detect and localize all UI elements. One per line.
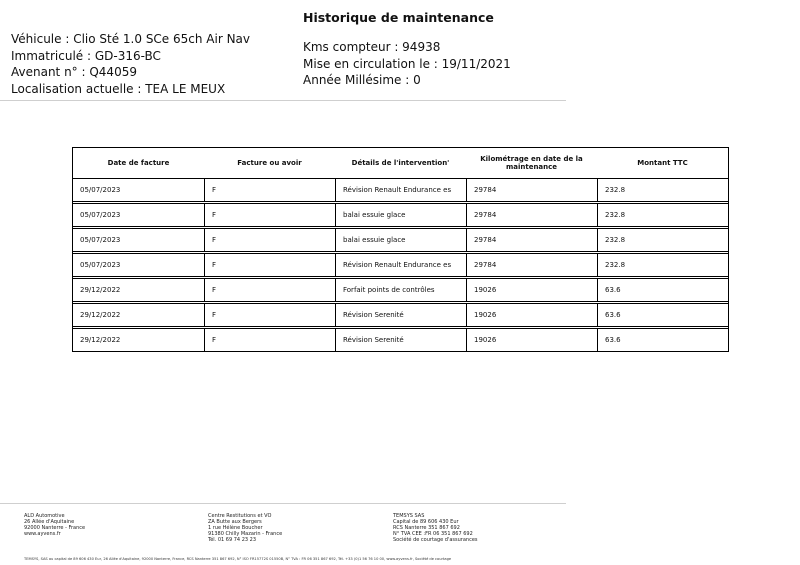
cell-invoice-type: F bbox=[204, 254, 335, 276]
footer-line: 91380 Chilly Mazarin - France bbox=[208, 531, 283, 537]
cell-invoice-date: 05/07/2023 bbox=[80, 261, 121, 269]
table-row bbox=[73, 228, 728, 252]
cell-amount: 232.8 bbox=[597, 204, 728, 226]
column-header-invoice-type: Facture ou avoir bbox=[237, 159, 302, 167]
contract-amendment: Avenant n° : Q44059 bbox=[11, 65, 137, 79]
cell-intervention-details: Forfait points de contrôles bbox=[335, 279, 466, 301]
page-title: Historique de maintenance bbox=[303, 10, 494, 25]
table-row bbox=[73, 179, 728, 202]
cell-invoice-date: 05/07/2023 bbox=[80, 186, 121, 194]
footer-line: Capital de 89 606 430 Eur bbox=[393, 519, 459, 525]
footer-line: 1 rue Hélène Boucher bbox=[208, 525, 263, 531]
footer-line: Centre Restitutions et VO bbox=[208, 513, 272, 519]
cell-invoice-date: 05/07/2023 bbox=[80, 236, 121, 244]
table-row bbox=[73, 203, 728, 227]
table-header bbox=[73, 148, 728, 179]
cell-amount: 232.8 bbox=[597, 254, 728, 276]
cell-intervention-details: balai essuie glace bbox=[335, 229, 466, 251]
column-header-amount: Montant TTC bbox=[637, 159, 688, 167]
cell-amount: 63.6 bbox=[597, 329, 728, 351]
column-header-intervention-details: Détails de l'intervention' bbox=[351, 159, 450, 167]
footer-insurance-broker bbox=[393, 513, 478, 543]
cell-intervention-details: Révision Serenité bbox=[335, 329, 466, 351]
maintenance-table bbox=[72, 147, 729, 352]
cell-mileage: 29784 bbox=[466, 254, 597, 276]
cell-invoice-type: F bbox=[204, 304, 335, 326]
cell-invoice-date: 29/12/2022 bbox=[80, 286, 121, 294]
first-registration-date: Mise en circulation le : 19/11/2021 bbox=[303, 56, 511, 71]
footer-line: ALD Automotive bbox=[24, 513, 65, 519]
cell-amount: 232.8 bbox=[597, 229, 728, 251]
registration: Immatriculé : GD-316-BC bbox=[11, 48, 161, 63]
footer-line: www.ayvens.fr bbox=[24, 531, 61, 537]
cell-intervention-details: Révision Renault Endurance es bbox=[335, 254, 466, 276]
cell-mileage: 29784 bbox=[466, 179, 597, 201]
table-row bbox=[73, 303, 728, 327]
cell-amount: 232.8 bbox=[597, 179, 728, 201]
footer-line: Tél. 01 69 74 23 23 bbox=[208, 537, 257, 543]
column-header-mileage: Kilométrage en date de la maintenance bbox=[480, 155, 583, 171]
cell-mileage: 19026 bbox=[466, 279, 597, 301]
footer-line: 26 Allée d'Aquitaine bbox=[24, 519, 75, 525]
footer-return-center bbox=[208, 513, 282, 543]
footer-line: RCS Nanterre 351 867 692 bbox=[393, 525, 460, 531]
legal-notice: TEMSYS, SAS au capital de 89 606 430 Eur, 26 Allée d'Aquitaine, 92000 Nanterre, France, RCS Nanterre 351 867 692, N° ISO FR15772S 01550B, N° TVA : FR 06 351 867 692, Tél. +33 (0)1 56 76 10 00, www.ayvens.fr, Société de courtage bbox=[24, 557, 452, 561]
footer-company-address bbox=[24, 513, 85, 537]
cell-invoice-date: 29/12/2022 bbox=[80, 336, 121, 344]
cell-invoice-type: F bbox=[204, 329, 335, 351]
cell-invoice-type: F bbox=[204, 204, 335, 226]
odometer: Kms compteur : 94938 bbox=[303, 40, 441, 54]
cell-intervention-details: Révision Serenité bbox=[335, 304, 466, 326]
cell-mileage: 29784 bbox=[466, 229, 597, 251]
header-divider bbox=[0, 100, 566, 101]
cell-invoice-type: F bbox=[204, 179, 335, 201]
cell-intervention-details: balai essuie glace bbox=[335, 204, 466, 226]
table-row bbox=[73, 278, 728, 302]
vehicle-meta bbox=[303, 39, 511, 89]
footer-line: Société de courtage d'assurances bbox=[393, 537, 478, 543]
cell-intervention-details: Révision Renault Endurance es bbox=[335, 179, 466, 201]
footer-line: N° TVA CEE :FR 06 351 867 692 bbox=[393, 531, 473, 537]
cell-invoice-date: 29/12/2022 bbox=[80, 311, 121, 319]
table-row bbox=[73, 253, 728, 277]
model-year: Année Millésime : 0 bbox=[303, 73, 421, 87]
table-body bbox=[73, 179, 728, 351]
cell-mileage: 19026 bbox=[466, 304, 597, 326]
current-location: Localisation actuelle : TEA LE MEUX bbox=[11, 81, 226, 96]
footer-divider bbox=[0, 503, 566, 504]
cell-mileage: 29784 bbox=[466, 204, 597, 226]
cell-amount: 63.6 bbox=[597, 304, 728, 326]
footer-line: 92000 Nanterre - France bbox=[24, 525, 86, 531]
vehicle-info bbox=[11, 31, 250, 97]
cell-invoice-type: F bbox=[204, 229, 335, 251]
vehicle-model: Véhicule : Clio Sté 1.0 SCe 65ch Air Nav bbox=[11, 32, 251, 46]
cell-amount: 63.6 bbox=[597, 279, 728, 301]
cell-invoice-date: 05/07/2023 bbox=[80, 211, 121, 219]
column-header-invoice-date: Date de facture bbox=[107, 159, 170, 167]
cell-mileage: 19026 bbox=[466, 329, 597, 351]
footer-line: TEMSYS SAS bbox=[393, 513, 425, 519]
cell-invoice-type: F bbox=[204, 279, 335, 301]
table-row bbox=[73, 328, 728, 351]
footer-line: ZA Butte aux Bergers bbox=[208, 519, 262, 525]
